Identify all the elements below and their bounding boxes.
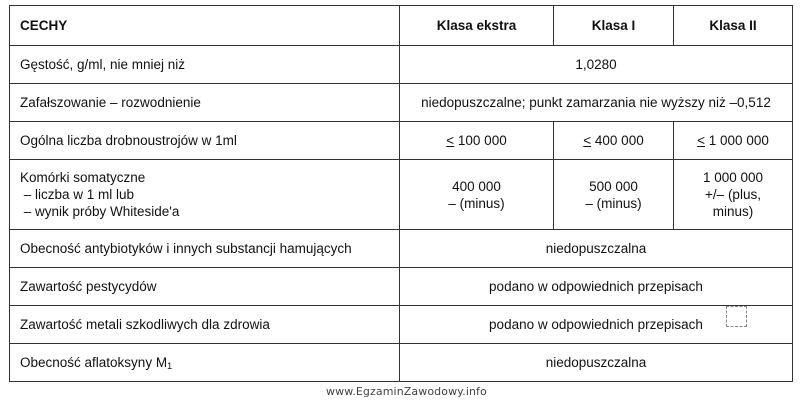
pesticides-label: Zawartość pestycydów — [10, 268, 400, 306]
milk-quality-table — [9, 5, 793, 382]
table-row — [10, 84, 793, 122]
header-class-1: Klasa I — [554, 6, 674, 46]
microbes-k1-value: 400 000 — [591, 133, 644, 148]
table-row — [10, 268, 793, 306]
somatic-k2-count: 1 000 000 — [702, 170, 764, 185]
somatic-extra — [400, 160, 554, 230]
table-row — [10, 230, 793, 268]
microbes-extra-value: 100 000 — [454, 133, 507, 148]
somatic-k2 — [674, 160, 793, 230]
antibiotics-value: niedopuszczalna — [400, 230, 793, 268]
somatic-label — [10, 160, 400, 230]
aflatoxin-label — [10, 344, 400, 382]
info-icon[interactable] — [726, 306, 747, 327]
le-sign: < — [446, 133, 455, 148]
metals-value-cell — [400, 306, 793, 344]
metals-value-wrap — [489, 317, 703, 332]
somatic-k1-count: 500 000 — [589, 178, 638, 194]
table-row — [10, 160, 793, 230]
microbes-label: Ogólna liczba drobnoustrojów w 1ml — [10, 122, 400, 160]
header-feature: CECHY — [10, 6, 400, 46]
table-row — [10, 46, 793, 84]
microbes-k2-value: 1 000 000 — [705, 133, 769, 148]
adulteration-value: niedopuszczalne; punkt zamarzania nie wyższy niż –0,512 — [400, 84, 793, 122]
somatic-k1 — [554, 160, 674, 230]
metals-value: podano w odpowiednich przepisach — [489, 317, 703, 332]
table-row — [10, 344, 793, 382]
microbes-k2 — [674, 122, 793, 160]
somatic-extra-test: – (minus) — [448, 195, 505, 211]
density-label: Gęstość, g/ml, nie mniej niż — [10, 46, 400, 84]
pesticides-value: podano w odpowiednich przepisach — [400, 268, 793, 306]
adulteration-label: Zafałszowanie – rozwodnienie — [10, 84, 400, 122]
somatic-label-line3: – wynik próby Whiteside'a — [20, 204, 180, 219]
header-class-2: Klasa II — [674, 6, 793, 46]
table-row — [10, 306, 793, 344]
aflatoxin-label-main: Obecność aflatoksyny M — [20, 354, 168, 370]
density-value: 1,0280 — [400, 46, 793, 84]
table-row — [10, 122, 793, 160]
somatic-label-line1: Komórki somatyczne — [20, 170, 146, 185]
aflatoxin-label-sub: 1 — [167, 360, 173, 371]
header-class-extra: Klasa ekstra — [400, 6, 554, 46]
header-row — [10, 6, 793, 46]
somatic-label-line2: – liczba w 1 ml lub — [20, 187, 135, 202]
aflatoxin-value: niedopuszczalna — [400, 344, 793, 382]
somatic-k2-test: +/– (plus, minus) — [705, 187, 761, 219]
somatic-k1-test: – (minus) — [585, 195, 642, 211]
le-sign: < — [583, 133, 592, 148]
somatic-extra-count: 400 000 — [452, 178, 501, 194]
microbes-extra — [400, 122, 554, 160]
antibiotics-label: Obecność antybiotyków i innych substancji hamujących — [10, 230, 400, 268]
metals-label: Zawartość metali szkodliwych dla zdrowia — [10, 306, 400, 344]
microbes-k1 — [554, 122, 674, 160]
le-sign: < — [697, 133, 706, 148]
watermark: www.EgzaminZawodowy.info — [326, 385, 487, 398]
